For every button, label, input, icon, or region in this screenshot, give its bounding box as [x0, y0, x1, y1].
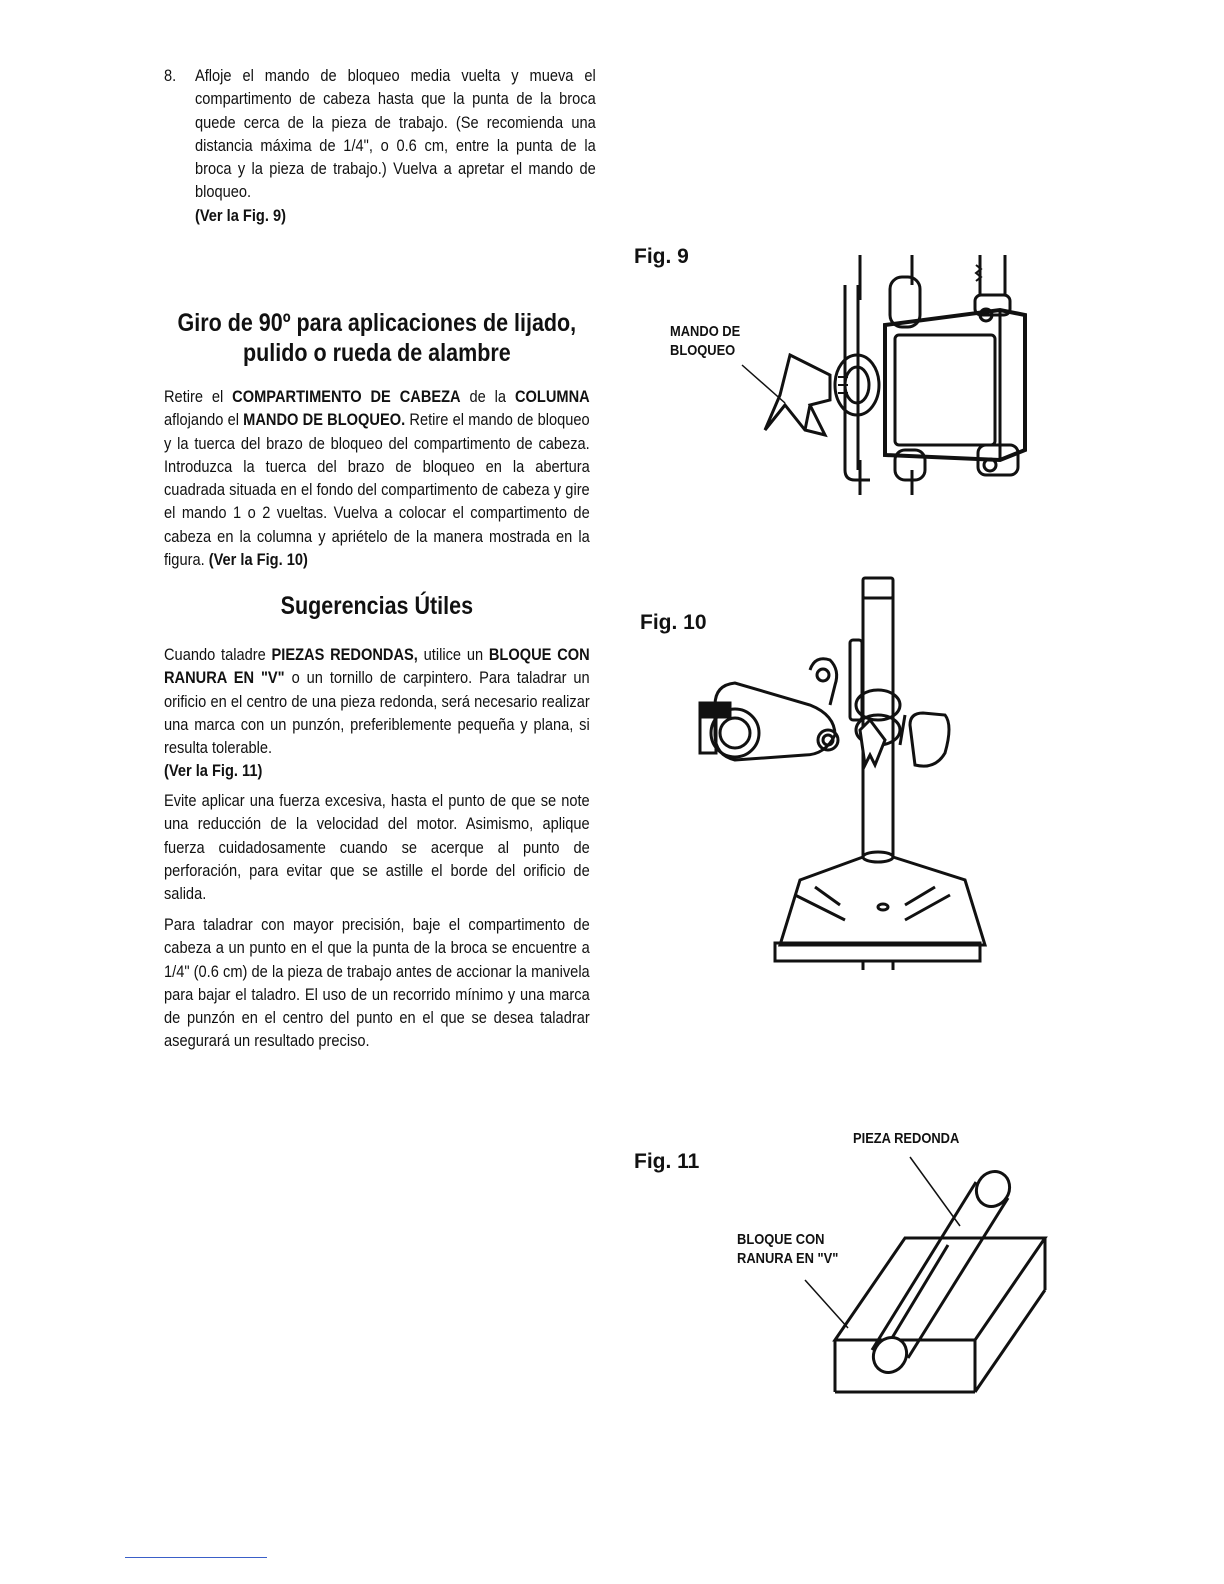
fig-10-illustration [695, 575, 985, 970]
fig-10-label: Fig. 10 [640, 611, 707, 634]
heading-giro-line1: Giro de 90º para aplicaciones de lijado, [177, 309, 577, 337]
heading-giro [164, 308, 577, 368]
fig-11-illustration [800, 1150, 1060, 1400]
fig-9-callout: MANDO DE BLOQUEO [670, 323, 741, 359]
step-number: 8. [164, 66, 177, 85]
step-8 [164, 64, 596, 227]
sugerencias-paragraph-2: Evite aplicar una fuerza excesiva, hasta el punto de que se note una reducción de la velocidad del motor. Asimismo, aplique fuerza cuidadosamente cuando se acerque al punto de perforación, para evitar que se astille el borde del orificio de salida. [164, 791, 590, 904]
fig-11-label: Fig. 11 [634, 1150, 700, 1173]
fig-9-label: Fig. 9 [634, 245, 689, 268]
fig-11-callout-block: BLOQUE CON RANURA EN "V" [737, 1231, 839, 1267]
sugerencias-paragraph-3: Para taladrar con mayor precisión, baje el compartimento de cabeza a un punto en el que la punta de la broca se encuentre a 1/4" (0.6 cm) de la pieza de trabajo antes de accionar la manivela para bajar el taladro. El uso de un recorrido mínimo y una marca de punzón en el centro del punto en el que se desea taladrar asegurará un resultado preciso. [164, 915, 590, 1051]
giro-paragraph: Retire el COMPARTIMENTO DE CABEZA de la COLUMNA aflojando el MANDO DE BLOQUEO. Retire el mando de bloqueo y la tuerca del brazo de bloqueo del compartimento de cabeza. Introduzca la tuerca del brazo de bloqueo en la abertura cuadrada situada en el fondo del compartimento de cabeza y gire el mando 1 o 2 vueltas. Vuelva a colocar el compartimento de cabeza en la columna y apriételo de la manera mostrada en la figura. (Ver la Fig. 10) [164, 387, 590, 570]
footer-rule [125, 1557, 267, 1558]
fig-9-illustration [730, 255, 1030, 505]
sugerencias-paragraph-1: Cuando taladre PIEZAS REDONDAS, utilice un BLOQUE CON RANURA EN "V" o un tornillo de carpintero. Para taladrar un orificio en el centro de una pieza redonda, será necesario realizar una marca con un punzón, preferiblemente pequeña y plana, si resulta tolerable. (Ver la Fig. 11) [164, 645, 590, 781]
heading-giro-line2: pulido o rueda de alambre [243, 339, 511, 367]
heading-sugerencias: Sugerencias Útiles [280, 592, 474, 620]
sugerencias-ref: (Ver la Fig. 11) [164, 761, 263, 781]
fig-11-callout-round: PIEZA REDONDA [853, 1130, 960, 1147]
step-8-text: Afloje el mando de bloqueo media vuelta y mueva el compartimento de cabeza hasta que la punta de la broca quede cerca de la pieza de trabajo. (Se recomienda una distancia máxima de 1/4", o 0.6 cm, entre la punta de la broca y la pieza de trabajo.) Vuelva a apretar el mando de bloqueo. [194, 66, 596, 202]
step-8-ref: (Ver la Fig. 9) [194, 205, 286, 225]
giro-ref: (Ver la Fig. 10) [208, 550, 308, 570]
